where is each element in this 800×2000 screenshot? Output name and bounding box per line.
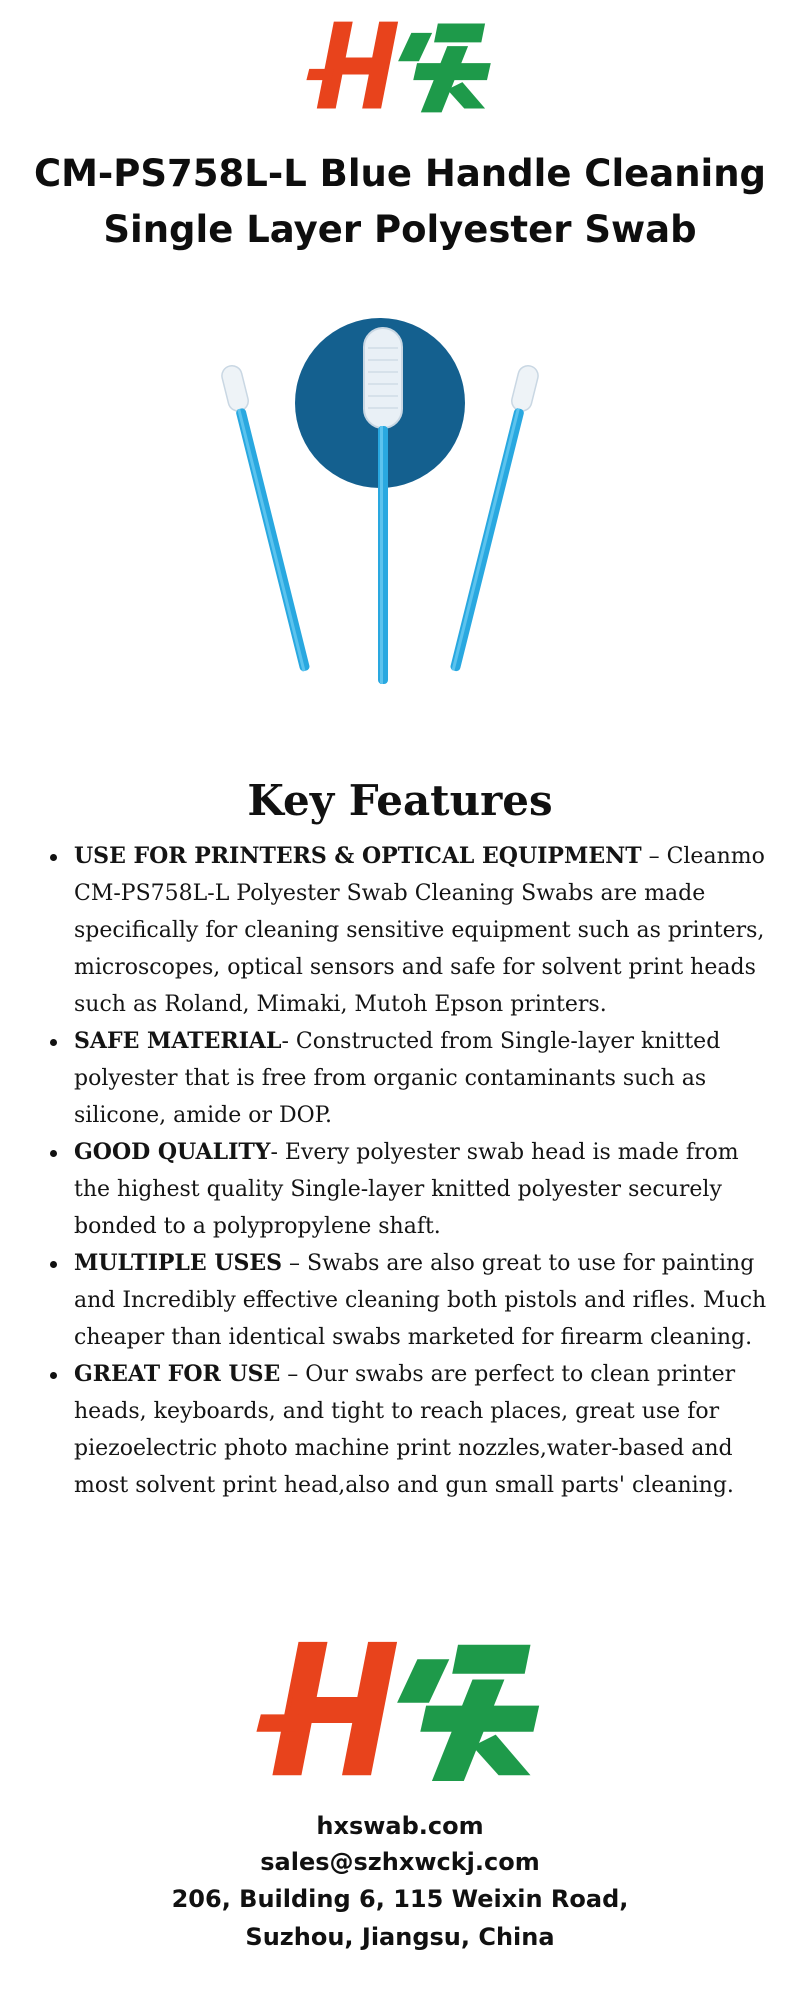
brand-logo-bottom — [0, 1630, 800, 1790]
feature-item — [40, 838, 770, 1023]
feature-text: - Every polyester swab head is made from the highest quality Single-layer knitted polyester securely bonded to a polypropylene shaft. — [74, 1140, 739, 1239]
feature-item — [40, 1134, 770, 1245]
address-line-1: 206, Building 6, 115 Weixin Road, — [171, 1885, 629, 1913]
feature-item — [40, 1245, 770, 1356]
contact-info — [0, 1808, 800, 1956]
feature-text: - Constructed from Single-layer knitted polyester that is free from organic contaminants such as silicone, amide or DOP. — [74, 1029, 721, 1128]
swab-icon — [200, 318, 600, 698]
features-list — [40, 838, 770, 1504]
feature-item — [40, 1023, 770, 1134]
product-image — [200, 318, 600, 698]
brand-logo-top — [0, 14, 800, 118]
website-link[interactable]: hxswab.com — [316, 1812, 484, 1840]
feature-text: – Cleanmo CM-PS758L-L Polyester Swab Cleaning Swabs are made specifically for cleaning sensitive equipment such as printers, microscopes, optical sensors and safe for solvent print heads such as Roland, Mimaki, Mutoh Epson printers. — [74, 844, 765, 1017]
email-link[interactable]: sales@szhxwckj.com — [260, 1848, 540, 1876]
hx-logo-icon — [305, 14, 495, 118]
feature-title: USE FOR PRINTERS & OPTICAL EQUIPMENT — [74, 843, 642, 869]
feature-title: MULTIPLE USES — [74, 1250, 283, 1276]
feature-title: GOOD QUALITY — [74, 1139, 271, 1165]
feature-title: GREAT FOR USE — [74, 1361, 281, 1387]
address-line-2: Suzhou, Jiangsu, China — [245, 1923, 555, 1951]
title-line-1: CM-PS758L-L Blue Handle Cleaning — [33, 152, 767, 195]
features-heading: Key Features — [247, 776, 553, 825]
hx-logo-icon — [255, 1630, 545, 1790]
title-line-2: Single Layer Polyester Swab — [103, 208, 697, 251]
feature-text: – Our swabs are perfect to clean printer heads, keyboards, and tight to reach places, great use for piezoelectric photo machine print nozzles,water-based and most solvent print head,also and gun small parts' cleaning. — [74, 1362, 736, 1498]
feature-title: SAFE MATERIAL — [74, 1028, 282, 1054]
feature-item — [40, 1356, 770, 1504]
page-title — [30, 146, 770, 258]
feature-text: – Swabs are also great to use for painting and Incredibly effective cleaning both pistols and rifles. Much cheaper than identical swabs marketed for firearm cleaning. — [74, 1251, 767, 1350]
